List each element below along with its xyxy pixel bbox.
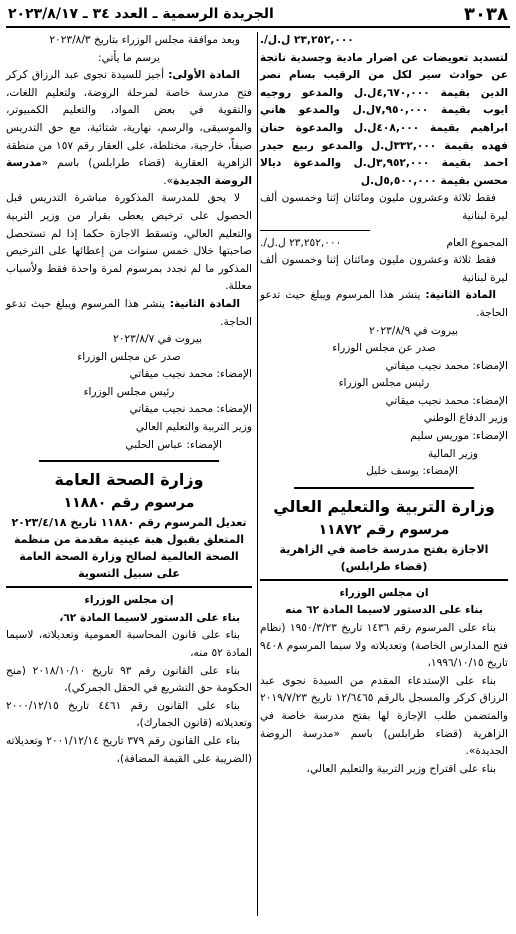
signature-2: الإمضاء: محمد نجيب ميقاتي [129, 403, 252, 416]
education-minister-title: وزير التربية والتعليم العالي [135, 421, 252, 434]
decree-subject-line-2: (قضاء طرابلس) [340, 559, 428, 573]
gazette-title: الجريدة الرسمية ـ العدد ٣٤ ـ ٢٠٢٣/٨/١٧ [8, 6, 274, 22]
decree-number: مرسوم رقم ١١٨٧٢ [318, 521, 450, 538]
pm-title: رئيس مجلس الوزراء [338, 377, 430, 390]
total-row [260, 235, 508, 253]
approval-line: وبعد موافقة مجلس الوزراء بتاريخ ٢٠٢٣/٨/٣ [49, 34, 240, 46]
decree-subject [260, 541, 508, 581]
column-divider [257, 32, 258, 916]
section-rule [39, 460, 219, 462]
based-on-3: بناء على اقتراح وزير التربية والتعليم العالي، [306, 762, 496, 775]
license-paragraph: لا يحق للمدرسة المذكورة مباشرة التدريس قبل الحصول على ترخيص يعطى بقرار من وزير التربية والتعليم العالي، وتسقط الاجازة حكما إذا لم تستحصل صاحبتها خلال خمس سنوات من إعطائها على الترخيص المذكور ما لم تجدد بمرسوم لمرة واحدة فقط ولأسباب معللة. [6, 192, 252, 293]
article-2-text: ينشر هذا المرسوم ويبلغ حيث تدعو الحاجة. [260, 289, 508, 319]
page-header [6, 4, 510, 28]
left-column [6, 32, 252, 768]
article-2 [260, 287, 508, 322]
separator-rule [260, 230, 370, 231]
decree-number: مرسوم رقم ١١٨٨٠ [63, 495, 195, 512]
signature-2: الإمضاء: محمد نجيب ميقاتي [385, 394, 508, 407]
based-on-constitution: بناء على الدستور لاسيما المادة ٦٢ منه [285, 604, 483, 617]
amount-in-words: فقط ثلاثة وعشرون مليون ومائتان إثنا وخمسون ألف ليرة لبنانية [260, 192, 508, 222]
article-2-text: ينشر هذا المرسوم ويبلغ حيث تدعو الحاجة. [6, 297, 252, 328]
decree-subject [6, 514, 252, 588]
defense-minister-title: وزير الدفاع الوطني [423, 412, 508, 425]
education-minister-signature: الإمضاء: عباس الحلبي [125, 438, 222, 451]
article-2-label: المادة الثانية: [169, 297, 240, 310]
article-2 [6, 296, 252, 331]
finance-minister-title: وزير المالية [427, 447, 478, 460]
based-on-3: بناء على القانون رقم ٤٤٦١ تاريخ ٢٠٠٠/١٢/١٥ وتعديلاته (قانون الجمارك)، [6, 699, 252, 730]
council-line: إن مجلس الوزراء [84, 594, 174, 607]
pm-title: رئيس مجلس الوزراء [83, 385, 175, 398]
defense-minister-signature: الإمضاء: موريس سليم [410, 430, 508, 443]
council-line: ان مجلس الوزراء [339, 586, 429, 599]
issued-by: صدر عن مجلس الوزراء [77, 350, 181, 363]
date-line: بيروت في ٢٠٢٣/٨/٧ [113, 333, 202, 346]
based-on-2: بناء على الإستدعاء المقدم من السيدة نجوى عبد الرزاق كركر والمسجل بالرقم ١٢/٦٤٦٥ تاريخ ٢٠١٩/٧/٢٣ والمتضمن طلب الإجازة لها بفتح مدرسة خاصة في الزاهرية (قضاء طرابلس) باسم «مدرسة الروضة الجديدة». [260, 674, 508, 758]
based-on-1: بناء على قانون المحاسبة العمومية وتعديلاته، لاسيما المادة ٥٢ منه، [6, 629, 252, 660]
article-1-end: ». [163, 174, 174, 187]
article-1-label: المادة الأولى: [168, 69, 240, 82]
school-name: مدرسة الروضة الجديدة [6, 157, 252, 187]
ministry-heading: وزارة التربية والتعليم العالي [273, 496, 495, 516]
article-1-text: أجيز للسيدة نجوى عبد الرزاق كركر فتح مدرسة خاصة لمرحلة الروضة، ولتعليم اللغات، والتقوية في بعض المواد، والتعليم الكمبيوتر، والموسيقى، والرسم، نهارية، شتائية، مع حق التدريس صيفاً، خارجية، مختلطة، على العقار رقم ١٥٧ من منطقة الزاهرية العقارية (قضاء طرابلس) باسم « [6, 69, 252, 170]
decree-subject-text: تعديل المرسوم رقم ١١٨٨٠ تاريخ ٢٠٢٣/٤/١٨ المتعلق بقبول هبة عينية مقدمة من منظمة الصحة العالمية لصالح وزارة الصحة العامة على سبيل التسوية [11, 516, 247, 581]
based-on-2: بناء على القانون رقم ٩٣ تاريخ ٢٠١٨/١٠/١٠ (منح الحكومة حق التشريع في الحقل الجمركي)، [6, 664, 252, 695]
decrees-line: يرسم ما يأتي: [98, 51, 160, 64]
amount-line: ٢٣,٢٥٢,٠٠٠ ل.ل/. [260, 34, 354, 46]
page-number: ٣٠٣٨ [464, 4, 508, 25]
based-on-1: بناء على المرسوم رقم ١٤٣٦ تاريخ ١٩٥٠/٣/٢٣ (نظام فتح المدارس الخاصة) وتعديلاته ولا سيما المرسوم ٩٤٠٨ تاريخ ١٩٩٦/١٠/١٥، [260, 622, 508, 670]
based-on-4: بناء على القانون رقم ٣٧٩ تاريخ ٢٠٠١/١٢/١٤ وتعديلاته (الضريبة على القيمة المضافة)، [6, 735, 252, 765]
date-line: بيروت في ٢٠٢٣/٨/٩ [369, 324, 458, 337]
article-1 [6, 67, 252, 190]
finance-minister-signature: الإمضاء: يوسف خليل [366, 465, 458, 478]
decree-subject-line-1: الاجازة بفتح مدرسة خاصة في الزاهرية [279, 542, 489, 556]
total-in-words: فقط ثلاثة وعشرون مليون ومائتان إثنا وخمسون ألف ليرة لبنانية [260, 254, 508, 284]
signature-1: الإمضاء: محمد نجيب ميقاتي [129, 368, 252, 381]
ministry-heading: وزارة الصحة العامة [54, 470, 204, 490]
total-label: المجموع العام [446, 236, 508, 249]
issued-by: صدر عن مجلس الوزراء [332, 342, 436, 355]
total-value: ٢٣,٢٥٢,٠٠٠ ل.ل/. [260, 236, 342, 249]
right-column [260, 32, 508, 778]
signature-1: الإمضاء: محمد نجيب ميقاتي [385, 359, 508, 372]
article-2-label: المادة الثانية: [425, 289, 496, 302]
section-rule [294, 487, 474, 489]
based-on-constitution: بناء على الدستور لاسيما المادة ٦٢، [59, 611, 240, 624]
compensation-paragraph: لتسديد تعويضات عن اضرار مادية وجسدية ناتجة عن حوادث سير لكل من الرقيب بسام نصر الدين بقيمة ٤,٦٧٠,٠٠٠ل.ل والمدعو روجيه ايوب بقيمة ٧,٩٥٠,٠٠٠ل.ل والمدعو هاني ابراهيم بقيمة ٤٠٨,٠٠٠ل.ل والمدعوة حنان فهده بقيمة ٣٣٢,٠٠٠ل.ل والمدعو ربيع حيدر احمد بقيمة ٣,٩٥٢,٠٠٠ل.ل والمدعوة ديالا محسن بقيمة ٥,٥٠٠,٠٠٠ل.ل [260, 51, 508, 187]
